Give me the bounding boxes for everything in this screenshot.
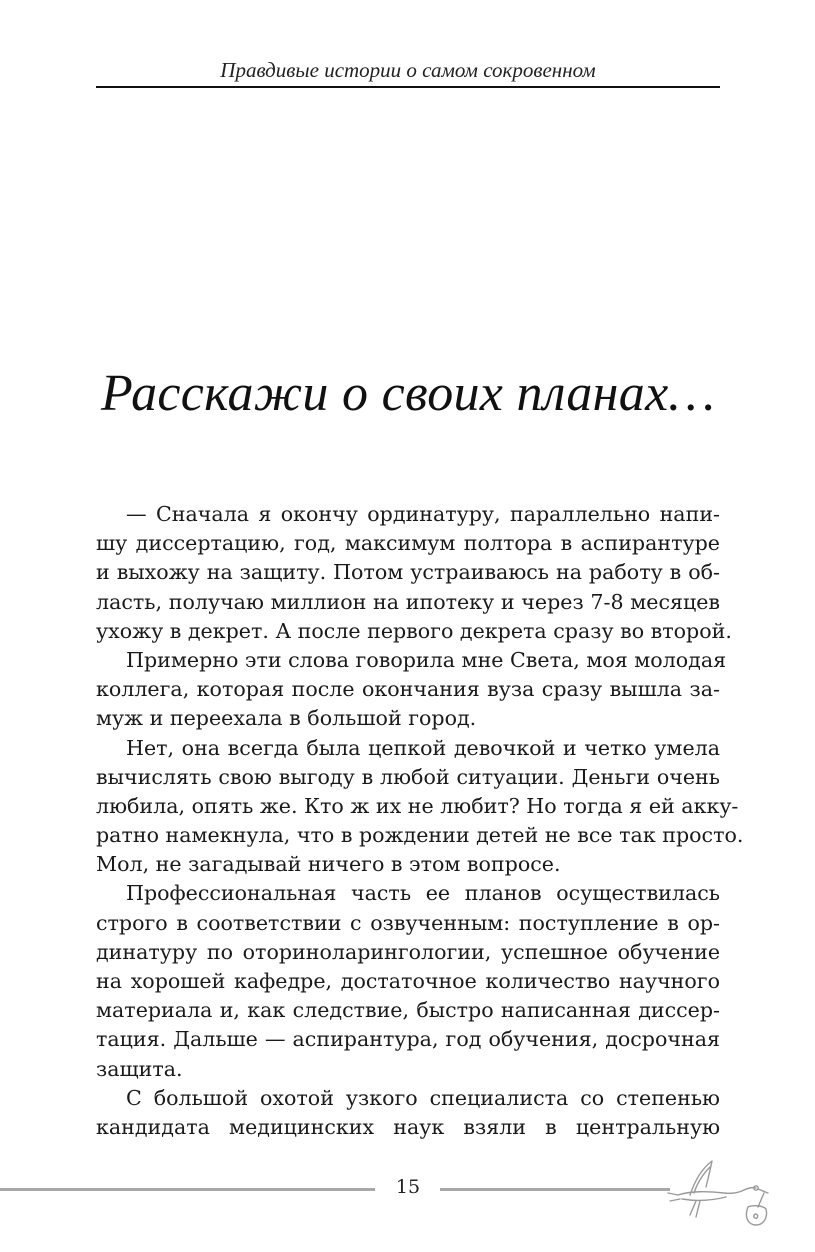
text-line: Примерно эти слова говорила мне Света, моя молодая: [126, 647, 727, 672]
text-line: ласть, получаю миллион на ипотеку и через 7-8 месяцев: [96, 589, 720, 614]
page-number: 15: [395, 1176, 421, 1198]
header-rule: [96, 86, 720, 88]
text-line: на хорошей кафедре, достаточное количество научного: [96, 969, 720, 993]
text-line: защита.: [96, 1056, 183, 1081]
text-line: любила, опять же. Кто ж их не любит? Но тогда я ей акку-: [96, 793, 739, 818]
text-line: Нет, она всегда была цепкой девочкой и четко умела: [126, 735, 720, 760]
text-line: ухожу в декрет. А после первого декрета сразу во второй.: [96, 618, 732, 643]
footer-rule-right: [440, 1188, 670, 1191]
text-line: тация. Дальше — аспирантура, год обучения, досрочная: [96, 1027, 720, 1052]
text-line: строго в соответствии с озвученным: поступление в ор-: [96, 910, 720, 935]
body-text: [96, 500, 744, 1142]
chapter-title: Расскажи о своих планах…: [100, 365, 715, 422]
text-line: кандидата медицинских наук взяли в центральную: [96, 1114, 720, 1139]
text-line: шу диссертацию, год, максимум полтора в аспирантуре: [96, 531, 720, 556]
text-line: материала и, как следствие, быстро написанная диссер-: [96, 998, 720, 1023]
stork-carrying-baby-icon: [660, 1155, 770, 1233]
text-line: муж и переехала в большой город.: [96, 706, 477, 731]
text-line: вычислять свою выгоду в любой ситуации. Деньги очень: [96, 764, 720, 789]
text-line: ратно намекнула, что в рождении детей не все так просто.: [96, 823, 744, 848]
text-line: динатуру по оториноларингологии, успешное обучение: [96, 939, 720, 964]
running-header: Правдивые истории о самом сокровенном: [220, 58, 596, 82]
text-line: коллега, которая после окончания вуза сразу вышла за-: [96, 677, 720, 702]
text-line: С большой охотой узкого специалиста со степенью: [126, 1085, 720, 1110]
text-line: Мол, не загадывай ничего в этом вопросе.: [96, 852, 561, 877]
text-line: — Сначала я окончу ординатуру, параллельно напи-: [126, 502, 720, 526]
text-line: Профессиональная часть ее планов осуществилась: [126, 881, 720, 906]
footer-rule-left: [0, 1188, 375, 1191]
text-line: и выхожу на защиту. Потом устраиваюсь на работу в об-: [96, 560, 720, 585]
